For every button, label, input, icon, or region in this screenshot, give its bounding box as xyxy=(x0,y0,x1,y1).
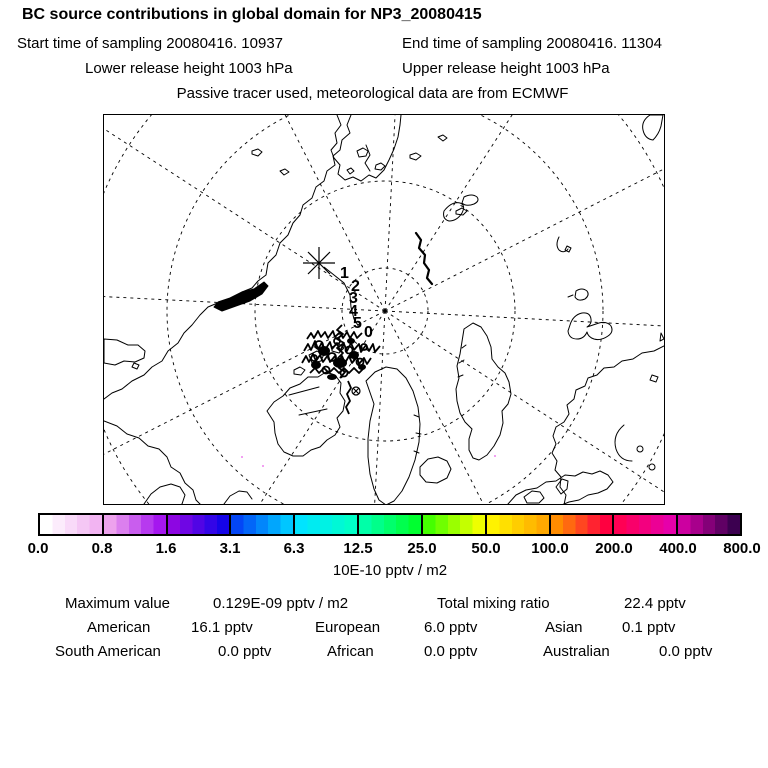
upper-release-text: Upper release height 1003 hPa xyxy=(402,60,610,77)
region-asian-label: Asian xyxy=(545,619,583,636)
colorbar-cell-6 xyxy=(423,515,487,534)
region-african-value: 0.0 pptv xyxy=(424,643,478,660)
total-mixing-ratio-label: Total mixing ratio xyxy=(437,595,550,612)
colorbar-tick-0.0: 0.0 xyxy=(27,540,49,557)
region-south-american-value: 0.0 pptv xyxy=(218,643,272,660)
colorbar-cell-10 xyxy=(678,515,740,534)
map-panel xyxy=(103,114,665,505)
station-asterisk-marker xyxy=(303,247,335,279)
colorbar-tick-3.1: 3.1 xyxy=(219,540,241,557)
lower-release-text: Lower release height 1003 hPa xyxy=(85,60,293,77)
colorbar-cell-3 xyxy=(231,515,295,534)
trajectory-label-1: 1 xyxy=(340,265,349,282)
colorbar-tick-25.0: 25.0 xyxy=(407,540,437,557)
colorbar-tick-0.8: 0.8 xyxy=(91,540,113,557)
trajectory-label-4: 4 xyxy=(349,303,358,320)
trajectory-labels xyxy=(340,265,373,341)
colorbar-tick-100.0: 100.0 xyxy=(531,540,569,557)
trajectory-label-3: 3 xyxy=(349,290,358,307)
colorbar-cell-7 xyxy=(487,515,551,534)
region-american-value: 16.1 pptv xyxy=(191,619,253,636)
colorbar-tick-50.0: 50.0 xyxy=(471,540,501,557)
plot-title: BC source contributions in global domain for NP3_20080415 xyxy=(22,6,482,23)
colorbar-cell-0 xyxy=(40,515,104,534)
colorbar-units-label: 10E-10 pptv / m2 xyxy=(332,562,448,579)
maximum-value: 0.129E-09 pptv / m2 xyxy=(213,595,349,612)
region-american-label: American xyxy=(87,619,151,636)
trajectory-label-0: 0 xyxy=(364,324,373,341)
polar-map-svg xyxy=(104,115,664,504)
region-african-label: African xyxy=(327,643,374,660)
colorbar-ticks xyxy=(0,540,768,560)
colorbar-tick-1.6: 1.6 xyxy=(155,540,177,557)
colorbar-tick-800.0: 800.0 xyxy=(723,540,761,557)
region-south-american-label: South American xyxy=(55,643,161,660)
region-european-value: 6.0 pptv xyxy=(424,619,478,636)
colorbar-cell-2 xyxy=(168,515,232,534)
trajectory-label-2: 2 xyxy=(351,278,360,295)
colorbar-cell-1 xyxy=(104,515,168,534)
maximum-value-label: Maximum value xyxy=(65,595,171,612)
colorbar-cell-4 xyxy=(295,515,359,534)
region-australian-label: Australian xyxy=(543,643,610,660)
total-mixing-ratio-value: 22.4 pptv xyxy=(624,595,686,612)
colorbar-tick-400.0: 400.0 xyxy=(659,540,697,557)
colorbar-cell-8 xyxy=(551,515,615,534)
start-time-text: Start time of sampling 20080416. 10937 xyxy=(17,35,284,52)
region-australian-value: 0.0 pptv xyxy=(659,643,713,660)
region-asian-value: 0.1 pptv xyxy=(622,619,676,636)
region-european-label: European xyxy=(315,619,381,636)
colorbar-tick-6.3: 6.3 xyxy=(283,540,305,557)
colorbar-tick-200.0: 200.0 xyxy=(595,540,633,557)
colorbar-cell-5 xyxy=(359,515,423,534)
end-time-text: End time of sampling 20080416. 11304 xyxy=(402,35,662,52)
tracer-info-text: Passive tracer used, meteorological data are from ECMWF xyxy=(176,85,569,102)
colorbar-cell-9 xyxy=(614,515,678,534)
graticule-meridians xyxy=(104,115,664,504)
colorbar-tick-12.5: 12.5 xyxy=(343,540,373,557)
trajectory-label-5: 5 xyxy=(353,315,362,332)
colorbar xyxy=(38,513,742,536)
